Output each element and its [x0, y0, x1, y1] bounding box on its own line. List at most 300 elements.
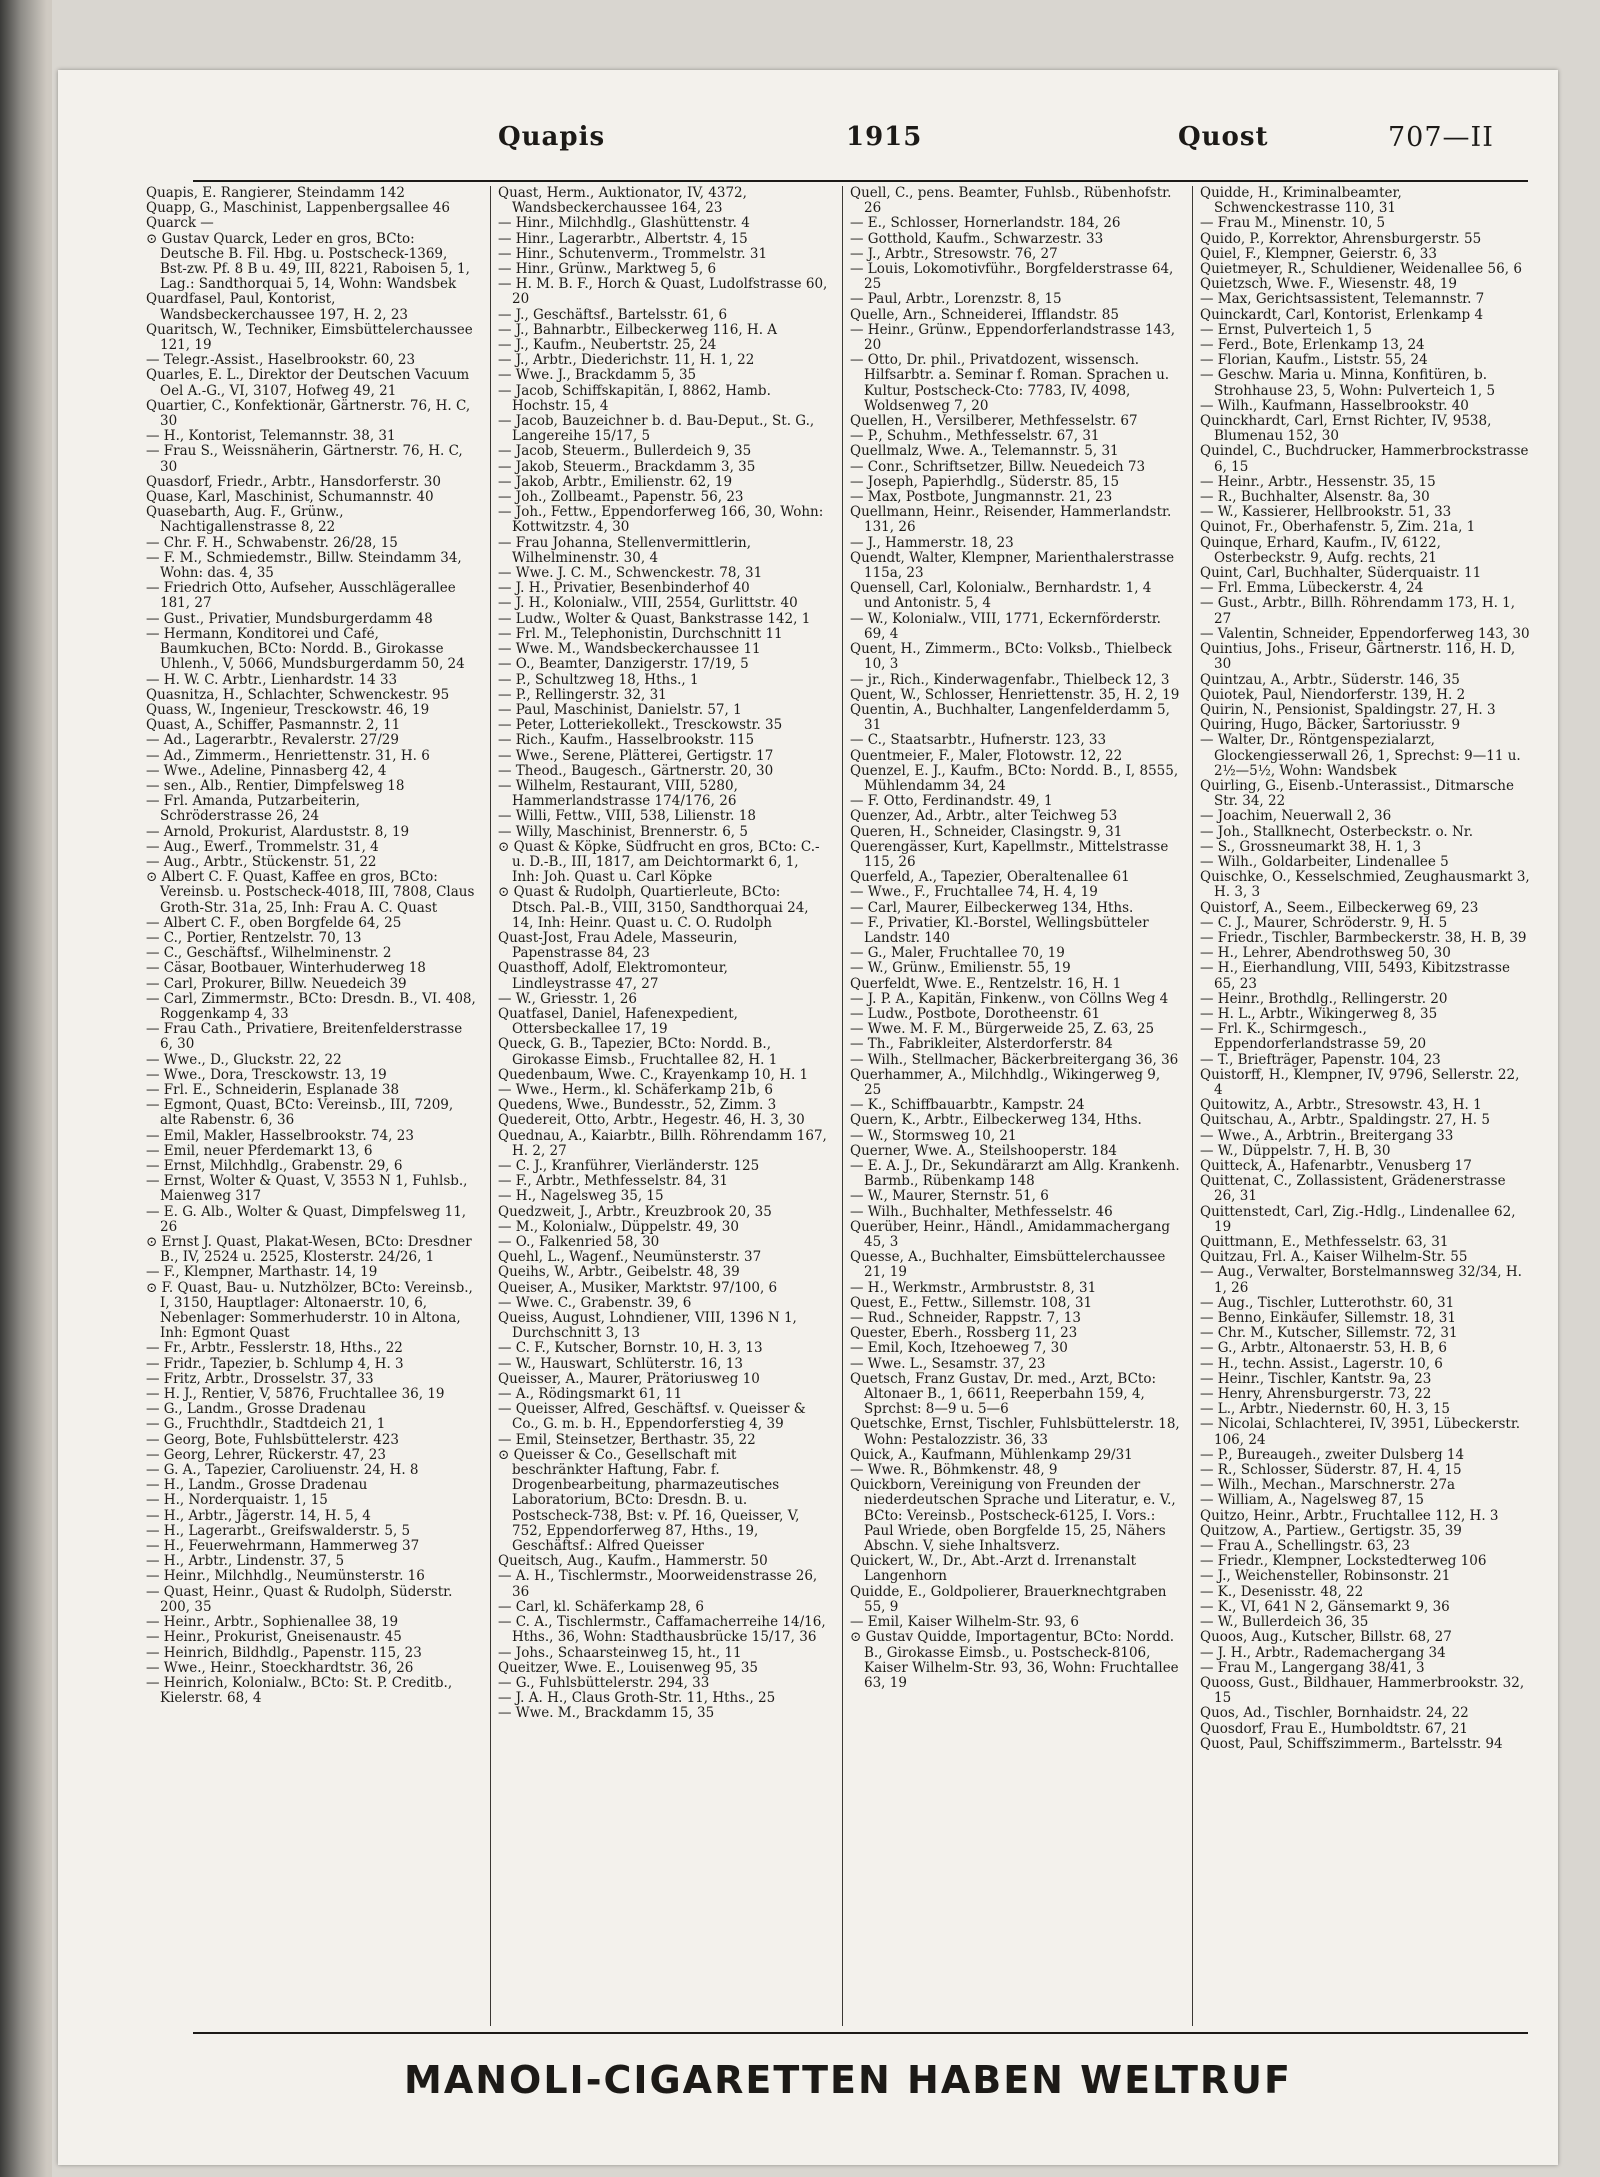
directory-entry: Quarck — [146, 215, 214, 232]
directory-entry: — Jakob, Steuerm., Brackdamm 3, 35 [498, 458, 756, 475]
directory-entry: — Ernst, Pulverteich 1, 5 [1200, 321, 1372, 338]
directory-entry: — Wilh., Goldarbeiter, Lindenallee 5 [1200, 853, 1449, 870]
directory-entry: Quitteck, A., Hafenarbtr., Venusberg 17 [1200, 1158, 1472, 1174]
directory-entry: — Hinr., Milchhdlg., Glashüttenstr. 4 [498, 215, 750, 232]
directory-entry: — Frl. M., Telephonistin, Durchschnitt 11 [498, 625, 783, 642]
directory-entry: Quellen, H., Versilberer, Methfesselstr. 67 [850, 413, 1138, 430]
directory-entry: — Egmont, Quast, BCto: Vereinsb., III, 7209, alte Rabenstr. 6, 36 [146, 1097, 454, 1129]
directory-entry: — G., Maler, Fruchtallee 70, 19 [850, 945, 1065, 962]
directory-entry: — Heinr., Arbtr., Hessenstr. 35, 15 [1200, 473, 1436, 490]
directory-entry: ⊙ Quast & Rudolph, Quartierleute, BCto: Dtsch. Pal.-B., VIII, 3150, Sandthorquai 24, 14, Inh: Heinr. Quast u. C. O. Rudolph [498, 884, 809, 931]
directory-entry: Quittenstedt, Carl, Zig.-Hdlg., Lindenallee 62, 19 [1200, 1203, 1516, 1235]
directory-entry: — H. W. C. Arbtr., Lienhardstr. 14 33 [146, 671, 398, 688]
header-year: 1915 [846, 122, 923, 152]
directory-entry: — Jacob, Schiffskapitän, I, 8862, Hamb. Hochstr. 15, 4 [498, 382, 771, 414]
directory-entry: — Ernst, Milchhdlg., Grabenstr. 29, 6 [146, 1158, 403, 1174]
directory-entry: Quaritsch, W., Techniker, Eimsbüttelerchaussee 121, 19 [146, 321, 473, 354]
directory-entry: ⊙ Quast & Köpke, Südfrucht en gros, BCto: C.-u. D.-B., III, 1817, am Deichtormarkt 6, 1, Inh: Joh. Quast u. Carl Köpke [498, 838, 820, 886]
directory-entry: — Frl. E., Schneiderin, Esplanade 38 [146, 1081, 400, 1098]
directory-entry: Quasebarth, Aug. F., Grünw., Nachtigallenstrasse 8, 22 [146, 504, 344, 536]
directory-entry: — H., Kontorist, Telemannstr. 38, 31 [146, 428, 396, 445]
directory-entry: — L., Arbtr., Niedernstr. 60, H. 3, 15 [1200, 1401, 1451, 1418]
directory-entry: Quester, Eberh., Rossberg 11, 23 [850, 1325, 1078, 1342]
directory-entry: — H., Lehrer, Abendrothsweg 50, 30 [1200, 945, 1451, 962]
directory-entry: Querhammer, A., Milchhdlg., Wikingerweg 9, 25 [850, 1066, 1161, 1098]
directory-entry: Quedenbaum, Wwe. C., Krayenkamp 10, H. 1 [498, 1066, 809, 1083]
directory-entry: — E. G. Alb., Wolter & Quast, Dimpfelsweg 11, 26 [146, 1203, 467, 1235]
directory-entry: — Joachim, Neuerwall 2, 36 [1200, 808, 1392, 825]
directory-entry: — P., Bureaugeh., zweiter Dulsberg 14 [1200, 1446, 1465, 1463]
directory-entry: — J., Hammerstr. 18, 23 [850, 534, 1014, 551]
directory-entry: — Rich., Kaufm., Hasselbrookstr. 115 [498, 732, 755, 749]
header-left-keyword: Quapis [498, 122, 606, 152]
directory-entry: — W., Hauswart, Schlüterstr. 16, 13 [498, 1355, 743, 1372]
directory-entry: — Albert C. F., oben Borgfelde 64, 25 [146, 914, 402, 931]
directory-entry: Querfeld, A., Tapezier, Oberaltenallee 61 [850, 869, 1130, 886]
directory-entry: — Wwe. M., Brackdamm 15, 35 [498, 1705, 715, 1722]
directory-entry: Quost, Paul, Schiffszimmerm., Bartelsstr. 94 [1200, 1735, 1503, 1752]
directory-entry: — J., Geschäftsf., Bartelsstr. 61, 6 [498, 306, 728, 323]
directory-entry: — Aug., Arbtr., Stückenstr. 51, 22 [146, 853, 377, 870]
directory-entry: — Wwe., Adeline, Pinnasberg 42, 4 [146, 762, 387, 779]
directory-entry: — T., Briefträger, Papenstr. 104, 23 [1200, 1051, 1441, 1068]
directory-entry: — Carl, Maurer, Eilbeckerweg 134, Hths. [850, 899, 1134, 916]
directory-entry: — H. M. B. F., Horch & Quast, Ludolfstrasse 60, 20 [498, 276, 828, 308]
directory-entry: Quedzweit, J., Arbtr., Kreuzbrook 20, 35 [498, 1203, 772, 1220]
directory-entry: Quell, C., pens. Beamter, Fuhlsb., Rübenhofstr. 26 [850, 186, 1172, 217]
directory-entry: — Wilh., Buchhalter, Methfesselstr. 46 [850, 1203, 1113, 1220]
directory-entry: Quirling, G., Eisenb.-Unterassist., Ditmarsche Str. 34, 22 [1200, 777, 1514, 810]
directory-entry: Quirin, N., Pensionist, Spaldingstr. 27, H. 3 [1200, 701, 1496, 718]
book-spine [0, 0, 52, 2177]
directory-entry: — Frau A., Schellingstr. 63, 23 [1200, 1538, 1410, 1555]
directory-entry: — J., Bahnarbtr., Eilbeckerweg 116, H. A [498, 321, 778, 338]
directory-entry: — Heinr., Brothdlg., Rellingerstr. 20 [1200, 990, 1448, 1007]
directory-entry: Quatfasel, Daniel, Hafenexpedient, Ottersbeckallee 17, 19 [498, 1005, 738, 1038]
directory-entry: — S., Grossneumarkt 38, H. 1, 3 [1200, 838, 1422, 855]
directory-entry: Quase, Karl, Maschinist, Schumannstr. 40 [146, 489, 434, 506]
directory-entry: Quast, A., Schiffer, Pasmannstr. 2, 11 [146, 717, 401, 734]
directory-entry: ⊙ Queisser & Co., Gesellschaft mit beschränkter Haftung, Fabr. f. Drogenbearbeitung, pharmazeutisches Laboratorium, BCto: Dresdn. B. u. Postscheck-738, Bst: v. Pf. 16, Queisser, V, 752, Eppendorferweg 87, Hths., 19, Geschäftsf.: Alfred Queisser [498, 1446, 800, 1555]
directory-entry: Quittmann, E., Methfesselstr. 63, 31 [1200, 1234, 1449, 1251]
directory-entry: — Wwe. C., Grabenstr. 39, 6 [498, 1294, 692, 1311]
directory-entry: Quellmann, Heinr., Reisender, Hammerlandstr. 131, 26 [850, 504, 1172, 536]
directory-entry: Queren, H., Schneider, Clasingstr. 9, 31 [850, 823, 1123, 840]
directory-entry: Quinckardt, Carl, Kontorist, Erlenkamp 4 [1200, 306, 1484, 323]
page-header [118, 122, 1498, 172]
directory-entry: Quern, K., Arbtr., Eilbeckerweg 134, Hths. [850, 1112, 1142, 1129]
directory-entry: — Hinr., Lagerarbtr., Albertstr. 4, 15 [498, 230, 748, 247]
directory-entry: — Ernst, Wolter & Quast, V, 3553 N 1, Fuhlsb., Maienweg 317 [146, 1173, 468, 1205]
directory-entry: — J., Arbtr., Diederichstr. 11, H. 1, 22 [498, 352, 755, 369]
directory-entry: — Chr. M., Kutscher, Sillemstr. 72, 31 [1200, 1325, 1458, 1342]
directory-entry: — E. A. J., Dr., Sekundärarzt am Allg. Krankenh. Barmb., Rübenkamp 148 [850, 1158, 1180, 1190]
column-divider [842, 186, 843, 2026]
directory-entry: — Ferd., Bote, Erlenkamp 13, 24 [1200, 337, 1425, 354]
directory-entry: — Ad., Zimmerm., Henriettenstr. 31, H. 6 [146, 747, 430, 764]
directory-entry: — Emil, neuer Pferdemarkt 13, 6 [146, 1142, 373, 1159]
directory-entry: — F., Privatier, Kl.-Borstel, Wellingsbütteler Landstr. 140 [850, 914, 1149, 946]
directory-entry: — J. H., Privatier, Besenbinderhof 40 [498, 580, 750, 597]
directory-entry: — A. H., Tischlermstr., Moorweidenstrasse 26, 36 [498, 1568, 818, 1600]
directory-entry: — Carl, Prokurer, Billw. Neuedeich 39 [146, 975, 407, 992]
directory-entry: — Th., Fabrikleiter, Alsterdorferstr. 84 [850, 1036, 1113, 1053]
directory-entry: — Aug., Tischler, Lutterothstr. 60, 31 [1200, 1294, 1455, 1311]
directory-entry: — Otto, Dr. phil., Privatdozent, wissensch. Hilfsarbtr. a. Seminar f. Roman. Sprachen u. Kultur, Postscheck-Cto: 7783, IV, 4098, Woldsenweg 7, 20 [850, 352, 1170, 414]
directory-entry: Querfeldt, Wwe. E., Rentzelstr. 16, H. 1 [850, 975, 1122, 992]
directory-entry: — sen., Alb., Rentier, Dimpfelsweg 18 [146, 777, 405, 794]
directory-entry: — Joseph, Papierhdlg., Süderstr. 85, 15 [850, 473, 1120, 490]
directory-entry: — G., Fuhlsbüttelerstr. 294, 33 [498, 1674, 710, 1691]
directory-entry: — Jacob, Steuerm., Bullerdeich 9, 35 [498, 443, 752, 460]
directory-entry: — H., Landm., Grosse Dradenau [146, 1477, 368, 1494]
directory-entry: — Heinr., Milchhdlg., Neumünsterstr. 16 [146, 1568, 425, 1585]
directory-entry: — O., Beamter, Danzigerstr. 17/19, 5 [498, 656, 749, 673]
directory-entry: — Wilh., Kaufmann, Hasselbrookstr. 40 [1200, 397, 1469, 414]
directory-entry: Querengässer, Kurt, Kapellmstr., Mittelstrasse 115, 26 [850, 838, 1169, 870]
directory-entry: Quasnitza, H., Schlachter, Schwenckestr. 95 [146, 686, 450, 703]
directory-entry: ⊙ Albert C. F. Quast, Kaffee en gros, BCto: Vereinsb. u. Postscheck-4018, III, 7808, Claus Groth-Str. 31a, 25, Inh: Frau A. C. Quast [146, 869, 475, 916]
footer-advertisement: MANOLI-CIGARETTEN HABEN WELTRUF [404, 2058, 1292, 2102]
directory-entry: — Theod., Baugesch., Gärtnerstr. 20, 30 [498, 762, 774, 779]
directory-entry: Queiss, August, Lohndiener, VIII, 1396 N 1, Durchschnitt 3, 13 [498, 1310, 797, 1342]
directory-entry: Querner, Wwe. A., Steilshooperstr. 184 [850, 1142, 1118, 1159]
directory-entry: Queitzer, Wwe. E., Louisenweg 95, 35 [498, 1659, 759, 1676]
directory-entry: — F., Klempner, Marthastr. 14, 19 [146, 1264, 378, 1281]
directory-entry: — Fritz, Arbtr., Drosselstr. 37, 33 [146, 1370, 374, 1387]
directory-entry: Quass, W., Ingenieur, Tresckowstr. 46, 19 [146, 701, 430, 718]
directory-entry: — J., Kaufm., Neubertstr. 25, 24 [498, 337, 717, 354]
directory-entry: — Rud., Schneider, Rappstr. 7, 13 [850, 1310, 1081, 1327]
directory-entry: — Carl, Zimmermstr., BCto: Dresdn. B., VI. 408, Roggenkamp 4, 33 [146, 990, 476, 1022]
directory-entry: — G., Landm., Grosse Dradenau [146, 1401, 366, 1418]
directory-entry: Quitschau, A., Arbtr., Spaldingstr. 27, H. 5 [1200, 1112, 1490, 1129]
directory-entry: — Wwe., Heinr., Stoeckhardtstr. 36, 26 [146, 1659, 414, 1676]
directory-entry: Queitsch, Aug., Kaufm., Hammerstr. 50 [498, 1553, 768, 1570]
directory-entry: — Wwe., Herm., kl. Schäferkamp 21b, 6 [498, 1081, 774, 1098]
column-2 [498, 186, 828, 2026]
directory-entry: — J. P. A., Kapitän, Finkenw., von Cöllns Weg 4 [850, 990, 1169, 1007]
directory-entry: — H. L., Arbtr., Wikingerweg 8, 35 [1200, 1005, 1438, 1022]
directory-entry: — K., Desenisstr. 48, 22 [1200, 1583, 1364, 1600]
directory-entry: — W., Bullerdeich 36, 35 [1200, 1614, 1369, 1631]
directory-entry: — J. A. H., Claus Groth-Str. 11, Hths., 25 [498, 1690, 776, 1707]
directory-entry: — Wwe., F., Fruchtallee 74, H. 4, 19 [850, 884, 1098, 901]
directory-entry: — A., Rödingsmarkt 61, 11 [498, 1386, 683, 1403]
directory-entry: — Wwe. M., Wandsbeckerchaussee 11 [498, 641, 761, 658]
directory-entry: — Friedrich Otto, Aufseher, Ausschlägerallee 181, 27 [146, 580, 456, 612]
directory-entry: Queiser, A., Musiker, Marktstr. 97/100, 6 [498, 1279, 778, 1296]
directory-entry: — Georg, Lehrer, Rückerstr. 47, 23 [146, 1446, 386, 1463]
directory-entry: — J., Weichensteller, Robinsonstr. 21 [1200, 1568, 1451, 1585]
directory-entry: — Emil, Kaiser Wilhelm-Str. 93, 6 [850, 1614, 1079, 1631]
directory-entry: — C., Portier, Rentzelstr. 70, 13 [146, 929, 362, 946]
directory-entry: — H., Lagerarbt., Greifswalderstr. 5, 5 [146, 1522, 411, 1539]
column-divider [490, 186, 491, 2026]
directory-entry: Quistorf, A., Seem., Eilbeckerweg 69, 23 [1200, 899, 1479, 916]
directory-entry: — Quast, Heinr., Quast & Rudolph, Süderstr. 200, 35 [146, 1583, 453, 1615]
directory-entry: Quintius, Johs., Friseur, Gärtnerstr. 116, H. D, 30 [1200, 641, 1516, 673]
directory-entry: Quindel, C., Buchdrucker, Hammerbrockstrasse 6, 15 [1200, 443, 1529, 475]
directory-entry: — Heinrich, Bildhdlg., Papenstr. 115, 23 [146, 1644, 422, 1661]
directory-entry: — Geschw. Maria u. Minna, Konfitüren, b. Strohhause 23, 5, Wohn: Pulverteich 1, 5 [1200, 367, 1496, 399]
directory-entry: Queisser, A., Maurer, Prätoriusweg 10 [498, 1370, 760, 1387]
directory-entry: — Joh., Zollbeamt., Papenstr. 56, 23 [498, 489, 744, 506]
directory-entry: — F. M., Schmiedemstr., Billw. Steindamm 34, Wohn: das. 4, 35 [146, 549, 462, 582]
directory-entry: — Frau M., Minenstr. 10, 5 [1200, 215, 1386, 232]
directory-entry: — M., Kolonialw., Düppelstr. 49, 30 [498, 1218, 739, 1235]
directory-entry: Quitzo, Heinr., Arbtr., Fruchtallee 112, H. 3 [1200, 1507, 1499, 1524]
directory-entry: — R., Schlosser, Süderstr. 87, H. 4, 15 [1200, 1462, 1462, 1479]
directory-entry: — C., Geschäftsf., Wilhelminenstr. 2 [146, 945, 392, 962]
directory-entry: — Peter, Lotteriekollekt., Tresckowstr. 35 [498, 717, 783, 734]
directory-entry: — Walter, Dr., Röntgenspezialarzt, Glockengiesserwall 26, 1, Sprechst: 9—11 u. 2½—5½, Wohn: Wandsbek [1200, 732, 1521, 779]
directory-entry: — Gotthold, Kaufm., Schwarzestr. 33 [850, 230, 1104, 247]
directory-entry: — H., Nagelsweg 35, 15 [498, 1188, 664, 1205]
directory-entry: — H., Norderquaistr. 1, 15 [146, 1492, 328, 1509]
directory-entry: Quiring, Hugo, Bäcker, Sartoriusstr. 9 [1200, 717, 1461, 734]
directory-entry: Quent, W., Schlosser, Henriettenstr. 35, H. 2, 19 [850, 686, 1180, 703]
directory-entry: — Wilh., Stellmacher, Bäckerbreitergang 36, 36 [850, 1051, 1179, 1068]
directory-entry: — C. F., Kutscher, Bornstr. 10, H. 3, 13 [498, 1340, 763, 1357]
page-number: 707—II [1388, 122, 1494, 153]
directory-entry: — Johs., Schaarsteinweg 15, ht., 11 [498, 1644, 742, 1661]
directory-entry: Quednau, A., Kaiarbtr., Billh. Röhrendamm 167, H. 2, 27 [498, 1127, 827, 1159]
directory-entry: — Hermann, Konditorei und Café, Baumkuchen, BCto: Nordd. B., Girokasse Uhlenh., V, 5066, Mundsburgerdamm 50, 24 [146, 625, 465, 673]
directory-entry: — Max, Gerichtsassistent, Telemannstr. 7 [1200, 291, 1485, 308]
directory-entry: — H., Eierhandlung, VIII, 5493, Kibitzstrasse 65, 23 [1200, 960, 1510, 992]
directory-entry: — J., Arbtr., Stresowstr. 76, 27 [850, 245, 1058, 262]
directory-entry: Quast, Herm., Auktionator, IV, 4372, Wandsbeckerchaussee 164, 23 [498, 186, 747, 217]
directory-entry: — Aug., Verwalter, Borstelmannsweg 32/34, H. 1, 26 [1200, 1264, 1522, 1296]
header-right-keyword: Quost [1178, 122, 1269, 152]
directory-entry: — H., Werkmstr., Armbruststr. 8, 31 [850, 1279, 1097, 1296]
directory-entry: Quitzow, A., Partiew., Gertigstr. 35, 39 [1200, 1522, 1462, 1539]
directory-entry: Quickert, W., Dr., Abt.-Arzt d. Irrenanstalt Langenhorn [850, 1553, 1137, 1585]
directory-entry: — Louis, Lokomotivführ., Borgfelderstrasse 64, 25 [850, 261, 1174, 293]
directory-entry: — H., techn. Assist., Lagerstr. 10, 6 [1200, 1355, 1443, 1372]
directory-entry: — Telegr.-Assist., Haselbrookstr. 60, 23 [146, 352, 416, 369]
directory-entry: — Queisser, Alfred, Geschäftsf. v. Queisser & Co., G. m. b. H., Eppendorferstieg 4, 39 [498, 1401, 806, 1433]
directory-entry: Quehl, L., Wagenf., Neumünsterstr. 37 [498, 1249, 762, 1266]
directory-entry: ⊙ Gustav Quarck, Leder en gros, BCto: Deutsche B. Fil. Hbg. u. Postscheck-1369, Bst-zw. Pf. 8 B u. 49, III, 8221, Raboisen 5, 1, Lag.: Sandthorquai 5, 14, Wohn: Wandsbek [146, 230, 470, 293]
directory-entry: — Gust., Arbtr., Billh. Röhrendamm 173, H. 1, 27 [1200, 595, 1516, 627]
directory-entry: Quittenat, C., Zollassistent, Grädenerstrasse 26, 31 [1200, 1173, 1506, 1205]
directory-entry: — Emil, Steinsetzer, Berthastr. 35, 22 [498, 1431, 756, 1448]
directory-entry: Quentmeier, F., Maler, Flotowstr. 12, 22 [850, 747, 1123, 764]
directory-entry: Quinckhardt, Carl, Ernst Richter, IV, 9538, Blumenau 152, 30 [1200, 413, 1492, 445]
directory-entry: Quedens, Wwe., Bundesstr., 52, Zimm. 3 [498, 1097, 777, 1114]
directory-entry: Quellmalz, Wwe. A., Telemannstr. 5, 31 [850, 443, 1119, 460]
directory-entry: — Hinr., Schutenverm., Trommelstr. 31 [498, 245, 768, 262]
directory-entry: Quetsch, Franz Gustav, Dr. med., Arzt, BCto: Altonaer B., 1, 6611, Reeperbahn 159, 4, Sprchst: 8—9 u. 5—6 [850, 1370, 1157, 1418]
directory-entry: Quietmeyer, R., Schuldiener, Weidenallee 56, 6 [1200, 261, 1522, 278]
column-4 [1200, 186, 1530, 2026]
directory-entry: — C., Staatsarbtr., Hufnerstr. 123, 33 [850, 732, 1107, 749]
directory-entry: Quapp, G., Maschinist, Lappenbergsallee 46 [146, 200, 450, 217]
directory-entry: Quasdorf, Friedr., Arbtr., Hansdorferstr. 30 [146, 473, 441, 490]
directory-entry: — Heinr., Arbtr., Sophienallee 38, 19 [146, 1614, 399, 1631]
directory-entry: — Arnold, Prokurist, Alarduststr. 8, 19 [146, 823, 410, 840]
directory-entry: — C. A., Tischlermstr., Caffamacherreihe 14/16, Hths., 36, Wohn: Stadthausbrücke 15/17, 36 [498, 1614, 826, 1646]
directory-entry: — C. J., Maurer, Schröderstr. 9, H. 5 [1200, 914, 1448, 931]
directory-entry: — Ad., Lagerarbtr., Revalerstr. 27/29 [146, 732, 399, 749]
directory-entry: Quapis, E. Rangierer, Steindamm 142 [146, 186, 405, 201]
directory-entry: — Ludw., Wolter & Quast, Bankstrasse 142, 1 [498, 610, 811, 627]
directory-entry: — H., Feuerwehrmann, Hammerweg 37 [146, 1538, 420, 1555]
directory-entry: — W., Maurer, Sternstr. 51, 6 [850, 1188, 1049, 1205]
directory-entry: — Wwe., A., Arbtrin., Breitergang 33 [1200, 1127, 1454, 1144]
directory-entry: Quensell, Carl, Kolonialw., Bernhardstr. 1, 4 und Antonistr. 5, 4 [850, 580, 1152, 612]
directory-entry: Quischke, O., Kesselschmied, Zeughausmarkt 3, H. 3, 3 [1200, 869, 1530, 901]
directory-entry: — H., Arbtr., Lindenstr. 37, 5 [146, 1553, 345, 1570]
directory-entry: — Aug., Ewerf., Trommelstr. 31, 4 [146, 838, 379, 855]
directory-entry: — Nicolai, Schlachterei, IV, 3951, Lübeckerstr. 106, 24 [1200, 1416, 1521, 1448]
directory-entry: Quosdorf, Frau E., Humboldtstr. 67, 21 [1200, 1720, 1468, 1737]
directory-entry: — Joh., Fettw., Eppendorferweg 166, 30, Wohn: Kottwitzstr. 4, 30 [498, 504, 824, 536]
directory-entry: — Heinr., Grünw., Eppendorferlandstrasse 143, 20 [850, 321, 1176, 354]
directory-entry: — W., Stormsweg 10, 21 [850, 1127, 1017, 1144]
directory-entry: — Carl, kl. Schäferkamp 28, 6 [498, 1598, 704, 1615]
directory-entry: — Fr., Arbtr., Fesslerstr. 18, Hths., 22 [146, 1340, 403, 1357]
header-rule [193, 180, 1528, 182]
directory-entry: Quardfasel, Paul, Kontorist, Wandsbeckerchaussee 197, H. 2, 23 [146, 291, 409, 323]
directory-entry: — Frl. Amanda, Putzarbeiterin, Schröderstrasse 26, 24 [146, 793, 361, 825]
directory-entry: — Max, Postbote, Jungmannstr. 21, 23 [850, 489, 1113, 506]
directory-entry: — Jacob, Bauzeichner b. d. Bau-Deput., St. G., Langereihe 15/17, 5 [498, 413, 815, 445]
directory-entry: Quent, H., Zimmerm., BCto: Volksb., Thielbeck 10, 3 [850, 641, 1172, 673]
directory-entry: Quartier, C., Konfektionär, Gärtnerstr. 76, H. C, 30 [146, 397, 471, 430]
directory-entry: Queck, G. B., Tapezier, BCto: Nordd. B., Girokasse Eimsb., Fruchtallee 82, H. 1 [498, 1036, 778, 1068]
directory-entry: — W., Griesstr. 1, 26 [498, 990, 637, 1007]
directory-entry: — J. H., Arbtr., Rademachergang 34 [1200, 1644, 1446, 1661]
directory-entry: Quenzer, Ad., Arbtr., alter Teichweg 53 [850, 808, 1118, 825]
directory-entry: Quint, Carl, Buchhalter, Süderquaistr. 11 [1200, 565, 1482, 582]
directory-entry: Quendt, Walter, Klempner, Marienthalerstrasse 115a, 23 [850, 549, 1175, 582]
directory-entry: — K., VI, 641 N 2, Gänsemarkt 9, 36 [1200, 1598, 1450, 1615]
directory-entry: ⊙ F. Quast, Bau- u. Nutzhölzer, BCto: Vereinsb., I, 3150, Hauptlager: Altonaerstr. 10, 6, Nebenlager: Sommerhuderstr. 10 in Altona, Inh: Egmont Quast [146, 1279, 473, 1342]
directory-entry: — Willy, Maschinist, Brennerstr. 6, 5 [498, 823, 748, 840]
directory-entry: — Chr. F. H., Schwabenstr. 26/28, 15 [146, 534, 398, 551]
directory-entry: Quedereit, Otto, Arbtr., Hegestr. 46, H. 3, 30 [498, 1112, 805, 1129]
directory-entry: — P., Schultzweg 18, Hths., 1 [498, 671, 699, 688]
directory-entry: Querüber, Heinr., Händl., Amidammachergang 45, 3 [850, 1218, 1170, 1251]
directory-entry: — Wilh., Mechan., Marschnerstr. 27a [1200, 1477, 1456, 1494]
footer-rule [193, 2032, 1528, 2034]
directory-entry: Quick, A., Kaufmann, Mühlenkamp 29/31 [850, 1446, 1133, 1463]
directory-entry: — William, A., Nagelsweg 87, 15 [1200, 1492, 1424, 1509]
column-1 [146, 186, 476, 2026]
directory-entry: — Conr., Schriftsetzer, Billw. Neuedeich 73 [850, 458, 1146, 475]
directory-entry: — Wwe. J., Brackdamm 5, 35 [498, 367, 697, 384]
directory-entry: — E., Schlosser, Hornerlandstr. 184, 26 [850, 215, 1121, 232]
directory-entry: — F. Otto, Ferdinandstr. 49, 1 [850, 793, 1053, 810]
directory-entry: — Wwe. J. C. M., Schwenckestr. 78, 31 [498, 565, 763, 582]
directory-entry: — Jakob, Arbtr., Emilienstr. 62, 19 [498, 473, 733, 490]
directory-entry: ⊙ Ernst J. Quast, Plakat-Wesen, BCto: Dresdner B., IV, 2524 u. 2525, Klosterstr. 24/26, 1 [146, 1234, 472, 1266]
directory-entry: Quitzau, Frl. A., Kaiser Wilhelm-Str. 55 [1200, 1249, 1468, 1266]
directory-entry: — Friedr., Tischler, Barmbeckerstr. 38, H. B, 39 [1200, 929, 1527, 946]
directory-entry: Quiel, F., Klempner, Geierstr. 6, 33 [1200, 245, 1437, 262]
directory-entry: — Henry, Ahrensburgerstr. 73, 22 [1200, 1386, 1432, 1403]
directory-entry: Queihs, W., Arbtr., Geibelstr. 48, 39 [498, 1264, 740, 1281]
directory-entry: Quiotek, Paul, Niendorferstr. 139, H. 2 [1200, 686, 1466, 703]
directory-entry: — Frau Cath., Privatiere, Breitenfelderstrasse 6, 30 [146, 1021, 463, 1053]
directory-entry: Quentin, A., Buchhalter, Langenfelderdamm 5, 31 [850, 701, 1170, 734]
directory-entry: — G., Arbtr., Altonaerstr. 53, H. B, 6 [1200, 1340, 1448, 1357]
directory-entry: — J. H., Kolonialw., VIII, 2554, Gurlittstr. 40 [498, 595, 798, 612]
directory-entry: — W., Kolonialw., VIII, 1771, Eckernförderstr. 69, 4 [850, 610, 1161, 642]
directory-entry: Quinot, Fr., Oberhafenstr. 5, Zim. 21a, 1 [1200, 519, 1476, 536]
directory-entry: — W., Grünw., Emilienstr. 55, 19 [850, 960, 1071, 977]
column-3 [850, 186, 1180, 2026]
directory-entry: Quoos, Aug., Kutscher, Billstr. 68, 27 [1200, 1629, 1452, 1646]
directory-entry: — Wwe. L., Sesamstr. 37, 23 [850, 1355, 1046, 1372]
directory-entry: — Valentin, Schneider, Eppendorferweg 143, 30 [1200, 625, 1530, 642]
directory-entry: Quinque, Erhard, Kaufm., IV, 6122, Osterbeckstr. 9, Aufg. rechts, 21 [1200, 534, 1441, 566]
directory-entry: — O., Falkenried 58, 30 [498, 1234, 660, 1251]
directory-entry: Quelle, Arn., Schneiderei, Ifflandstr. 85 [850, 306, 1119, 323]
directory-entry: — P., Schuhm., Methfesselstr. 67, 31 [850, 428, 1100, 445]
directory-entry: Quickborn, Vereinigung von Freunden der niederdeutschen Sprache und Literatur, e. V., BCto: Vereinsb., Postscheck-6125, I. Vors.: Paul Wriede, oben Borgfelde 15, 25, Nähers Abschn. V, siehe Inhaltsverz. [850, 1477, 1176, 1555]
directory-entry: Quietzsch, Wwe. F., Wiesenstr. 48, 19 [1200, 276, 1457, 293]
directory-entry: — Fridr., Tapezier, b. Schlump 4, H. 3 [146, 1355, 404, 1372]
directory-entry: — Georg, Bote, Fuhlsbüttelerstr. 423 [146, 1431, 400, 1448]
directory-entry: — Benno, Einkäufer, Sillemstr. 18, 31 [1200, 1310, 1456, 1327]
directory-entry: — Frau Johanna, Stellenvermittlerin, Wilhelminenstr. 30, 4 [498, 534, 752, 566]
directory-entry: — H. J., Rentier, V, 5876, Fruchtallee 36, 19 [146, 1386, 445, 1403]
directory-entry: — Friedr., Klempner, Lockstedterweg 106 [1200, 1553, 1487, 1570]
directory-entry: — Wwe. R., Böhmkenstr. 48, 9 [850, 1462, 1058, 1479]
directory-entry: — H., Arbtr., Jägerstr. 14, H. 5, 4 [146, 1507, 371, 1524]
directory-entry: — Frau M., Langergang 38/41, 3 [1200, 1659, 1425, 1676]
directory-entry: Quast-Jost, Frau Adele, Masseurin, Papenstrasse 84, 23 [498, 929, 738, 962]
directory-entry: Quenzel, E. J., Kaufm., BCto: Nordd. B., I, 8555, Mühlendamm 34, 24 [850, 762, 1179, 794]
directory-entry: — Frl. Emma, Lübeckerstr. 4, 24 [1200, 580, 1424, 597]
directory-entry: Quitowitz, A., Arbtr., Stresowstr. 43, H. 1 [1200, 1097, 1482, 1114]
directory-entry: — G., Fruchthdlr., Stadtdeich 21, 1 [146, 1416, 386, 1433]
directory-entry: — Hinr., Grünw., Marktweg 5, 6 [498, 261, 717, 278]
directory-entry: Quos, Ad., Tischler, Bornhaidstr. 24, 22 [1200, 1705, 1469, 1722]
directory-entry: — Ludw., Postbote, Dorotheenstr. 61 [850, 1005, 1101, 1022]
directory-entry: — W., Kassierer, Hellbrookstr. 51, 33 [1200, 504, 1452, 521]
directory-entry: — Wwe., Dora, Tresckowstr. 13, 19 [146, 1066, 387, 1083]
directory-entry: — Cäsar, Bootbauer, Winterhuderweg 18 [146, 960, 426, 977]
directory-entry: — Frl. K., Schirmgesch., Eppendorferlandstrasse 59, 20 [1200, 1021, 1427, 1053]
directory-entry: Quidde, H., Kriminalbeamter, Schwenckestrasse 110, 31 [1200, 186, 1402, 217]
directory-entry: Quest, E., Fettw., Sillemstr. 108, 31 [850, 1294, 1093, 1311]
directory-entry: — Wwe., Serene, Plätterei, Gertigstr. 17 [498, 747, 774, 764]
directory-entry: — Wilhelm, Restaurant, VIII, 5280, Hammerlandstrasse 174/176, 26 [498, 777, 738, 810]
directory-entry: — Gust., Privatier, Mundsburgerdamm 48 [146, 610, 433, 627]
directory-entry: Quistorff, H., Klempner, IV, 9796, Sellerstr. 22, 4 [1200, 1066, 1520, 1098]
directory-entry: — G. A., Tapezier, Caroliuenstr. 24, H. 8 [146, 1462, 419, 1479]
directory-entry: — F., Arbtr., Methfesselstr. 84, 31 [498, 1173, 728, 1190]
directory-entry: — Heinrich, Kolonialw., BCto: St. P. Creditb., Kielerstr. 68, 4 [146, 1674, 453, 1707]
directory-entry: — Wwe., D., Gluckstr. 22, 22 [146, 1051, 342, 1068]
directory-entry: Quesse, A., Buchhalter, Eimsbüttelerchaussee 21, 19 [850, 1249, 1166, 1281]
directory-entry: Quidde, E., Goldpolierer, Brauerknechtgraben 55, 9 [850, 1583, 1167, 1615]
directory-entry: — Heinr., Prokurist, Gneisenaustr. 45 [146, 1629, 402, 1646]
directory-entry: — C. J., Kranführer, Vierländerstr. 125 [498, 1158, 760, 1174]
directory-entry: ⊙ Gustav Quidde, Importagentur, BCto: Nordd. B., Girokasse Eimsb., u. Postscheck-8106, Kaiser Wilhelm-Str. 93, 36, Wohn: Fruchtallee 63, 19 [850, 1629, 1179, 1691]
directory-page [58, 70, 1558, 2165]
directory-entry: — P., Rellingerstr. 32, 31 [498, 686, 667, 703]
directory-entry: — K., Schiffbauarbtr., Kampstr. 24 [850, 1097, 1085, 1114]
directory-entry: — Florian, Kaufm., Liststr. 55, 24 [1200, 352, 1428, 369]
directory-entry: Quooss, Gust., Bildhauer, Hammerbrookstr. 32, 15 [1200, 1674, 1525, 1707]
directory-entry: — R., Buchhalter, Alsenstr. 8a, 30 [1200, 489, 1430, 506]
